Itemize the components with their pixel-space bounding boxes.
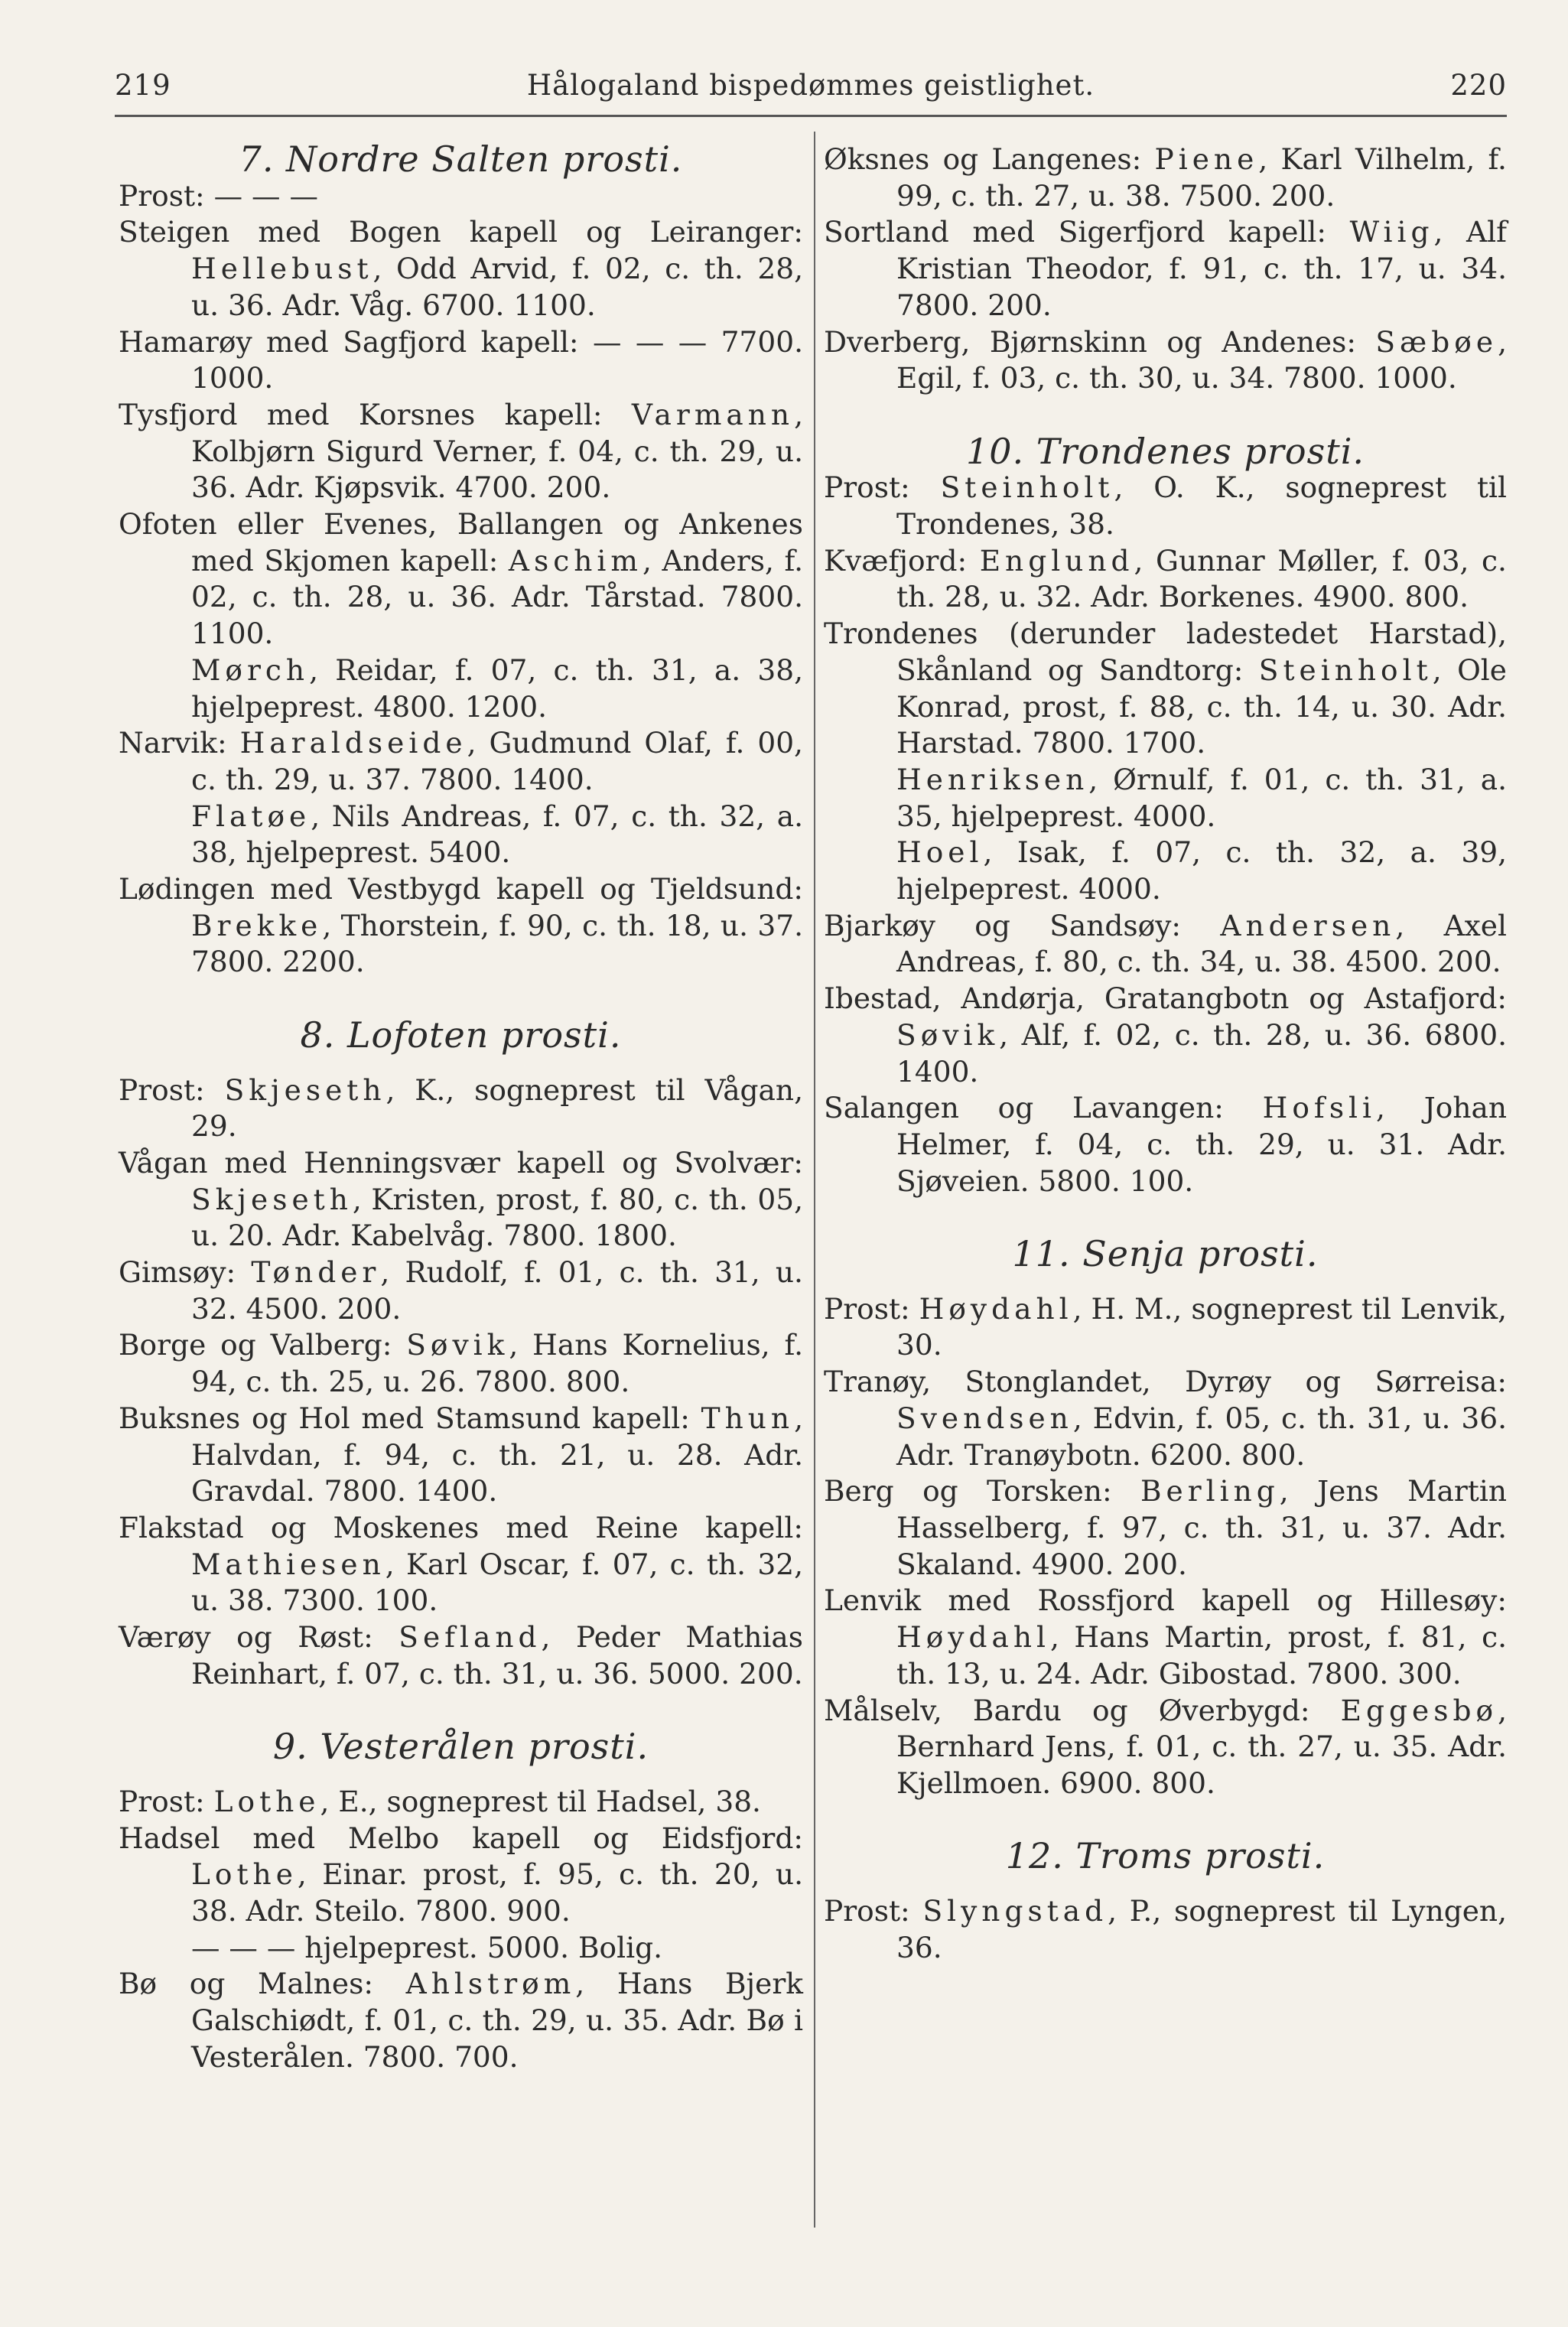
assistant-entry: Flatøe, Nils Andreas, f. 07, c. th. 32, a. 38, hjelpeprest. 5400. (191, 799, 803, 870)
prost-entry: Prost: — — — (119, 178, 318, 213)
assistant-entry: — — — hjelpeprest. 5000. Bolig. (191, 1930, 663, 1964)
parish-entry: Lenvik med Rossfjord kapell og Hillesøy: Høydahl, Hans Martin, prost, f. 81, c. th. 13, u. 24. Adr. Gibostad. 7800. 300. (824, 1583, 1507, 1691)
parish-entry: Hadsel med Melbo kapell og Eidsfjord: Lothe, Einar. prost, f. 95, c. th. 20, u. 38. Adr. Steilo. 7800. 900. (119, 1821, 803, 1928)
parish-entry: Målselv, Bardu og Øverbygd: Eggesbø, Bernhard Jens, f. 01, c. th. 27, u. 35. Adr. Kjellmoen. 6900. 800. (824, 1693, 1507, 1800)
left-column (119, 138, 804, 2076)
prost-entry: Prost: Steinholt, O. K., sogneprest til Trondenes, 38. (824, 470, 1507, 542)
section-title: 10. Trondenes prosti. (965, 430, 1365, 472)
assistant-entry: Mørch, Reidar, f. 07, c. th. 31, a. 38, hjelpeprest. 4800. 1200. (191, 653, 803, 724)
parish-entry: Steigen med Bogen kapell og Leiranger: Hellebust, Odd Arvid, f. 02, c. th. 28, u. 36. Adr. Våg. 6700. 1100. (119, 215, 803, 322)
section-title: 12. Troms prosti. (1005, 1835, 1326, 1877)
prost-entry: Prost: Skjeseth, K., sogneprest til Vågan, 29. (119, 1072, 803, 1144)
parish-entry: Trondenes (derunder ladestedet Harstad), Skånland og Sandtorg: Steinholt, Ole Konrad, prost, f. 88, c. th. 14, u. 30. Adr. Harstad. 7800. 1700. (824, 617, 1507, 760)
parish-entry: Værøy og Røst: Sefland, Peder Mathias Reinhart, f. 07, c. th. 31, u. 36. 5000. 200. (119, 1620, 803, 1691)
parish-entry: Hamarøy med Sagfjord kapell: — — — 7700. 1000. (119, 324, 803, 395)
parish-entry: Tranøy, Stonglandet, Dyrøy og Sørreisa: Svendsen, Edvin, f. 05, c. th. 31, u. 36. Adr. Tranøybotn. 6200. 800. (824, 1365, 1507, 1472)
parish-entry: Borge og Valberg: Søvik, Hans Kornelius, f. 94, c. th. 25, u. 26. 7800. 800. (119, 1328, 803, 1399)
prost-entry: Prost: Lothe, E., sogneprest til Hadsel, 38. (119, 1784, 761, 1818)
section-title: 11. Senja prosti. (1012, 1233, 1319, 1275)
assistant-entry: Henriksen, Ørnulf, f. 01, c. th. 31, a. 35, hjelpeprest. 4000. (896, 762, 1507, 833)
column-divider (814, 132, 815, 2228)
parish-entry: Ibestad, Andørja, Gratangbotn og Astafjord: Søvik, Alf, f. 02, c. th. 28, u. 36. 6800. 1400. (824, 981, 1507, 1089)
parish-entry: Tysfjord med Korsnes kapell: Varmann, Kolbjørn Sigurd Verner, f. 04, c. th. 29, u. 36. Adr. Kjøpsvik. 4700. 200. (119, 397, 803, 505)
parish-entry: Lødingen med Vestbygd kapell og Tjeldsund: Brekke, Thorstein, f. 90, c. th. 18, u. 37. 7800. 2200. (119, 872, 803, 979)
parish-entry: Gimsøy: Tønder, Rudolf, f. 01, c. th. 31, u. 32. 4500. 200. (119, 1255, 803, 1326)
parish-entry: Salangen og Lavangen: Hofsli, Johan Helmer, f. 04, c. th. 29, u. 31. Adr. Sjøveien. 5800. 100. (824, 1091, 1507, 1198)
parish-entry: Dverberg, Bjørnskinn og Andenes: Sæbøe, Egil, f. 03, c. th. 30, u. 34. 7800. 1000. (824, 324, 1507, 395)
parish-entry: Flakstad og Moskenes med Reine kapell: Mathiesen, Karl Oscar, f. 07, c. th. 32, u. 38. 7300. 100. (119, 1511, 803, 1618)
parish-entry: Buksnes og Hol med Stamsund kapell: Thun, Halvdan, f. 94, c. th. 21, u. 28. Adr. Gravdal. 7800. 1400. (119, 1401, 803, 1508)
parish-entry: Narvik: Haraldseide, Gudmund Olaf, f. 00, c. th. 29, u. 37. 7800. 1400. (119, 726, 803, 796)
parish-entry: Øksnes og Langenes: Piene, Karl Vilhelm, f. 99, c. th. 27, u. 38. 7500. 200. (824, 142, 1507, 213)
page-number-left: 219 (115, 69, 171, 102)
parish-entry: Kvæfjord: Englund, Gunnar Møller, f. 03, c. th. 28, u. 32. Adr. Borkenes. 4900. 800. (824, 543, 1507, 614)
section-title: 8. Lofoten prosti. (300, 1014, 622, 1056)
running-header (115, 69, 1507, 115)
section-title: 7. Nordre Salten prosti. (239, 138, 683, 180)
assistant-entry: Hoel, Isak, f. 07, c. th. 32, a. 39, hjelpeprest. 4000. (896, 835, 1507, 906)
parish-entry: Bjarkøy og Sandsøy: Andersen, Axel Andreas, f. 80, c. th. 34, u. 38. 4500. 200. (824, 908, 1507, 979)
page-number-right: 220 (1450, 69, 1507, 102)
prost-entry: Prost: Slyngstad, P., sogneprest til Lyngen, 36. (824, 1894, 1508, 1964)
prost-entry: Prost: Høydahl, H. M., sogneprest til Lenvik, 30. (824, 1291, 1507, 1362)
parish-entry: Berg og Torsken: Berling, Jens Martin Hasselberg, f. 97, c. th. 31, u. 37. Adr. Skaland. 4900. 200. (824, 1474, 1507, 1581)
right-column (824, 142, 1507, 1966)
parish-entry: Sortland med Sigerfjord kapell: Wiig, Alf Kristian Theodor, f. 91, c. th. 17, u. 34. 7800. 200. (824, 215, 1508, 322)
section-title: 9. Vesterålen prosti. (272, 1726, 649, 1768)
parish-entry: Vågan med Henningsvær kapell og Svolvær: Skjeseth, Kristen, prost, f. 80, c. th. 05, u. 20. Adr. Kabelvåg. 7800. 1800. (119, 1145, 803, 1253)
running-title: Hålogaland bispedømmes geistlighet. (526, 69, 1095, 102)
parish-entry: Ofoten eller Evenes, Ballangen og Ankenes med Skjomen kapell: Aschim, Anders, f. 02, c. th. 28, u. 36. Adr. Tårstad. 7800. 1100. (119, 507, 804, 651)
parish-entry: Bø og Malnes: Ahlstrøm, Hans Bjerk Galschiødt, f. 01, c. th. 29, u. 35. Adr. Bø i Vesterålen. 7800. 700. (119, 1967, 803, 2074)
header-rule (115, 115, 1507, 117)
